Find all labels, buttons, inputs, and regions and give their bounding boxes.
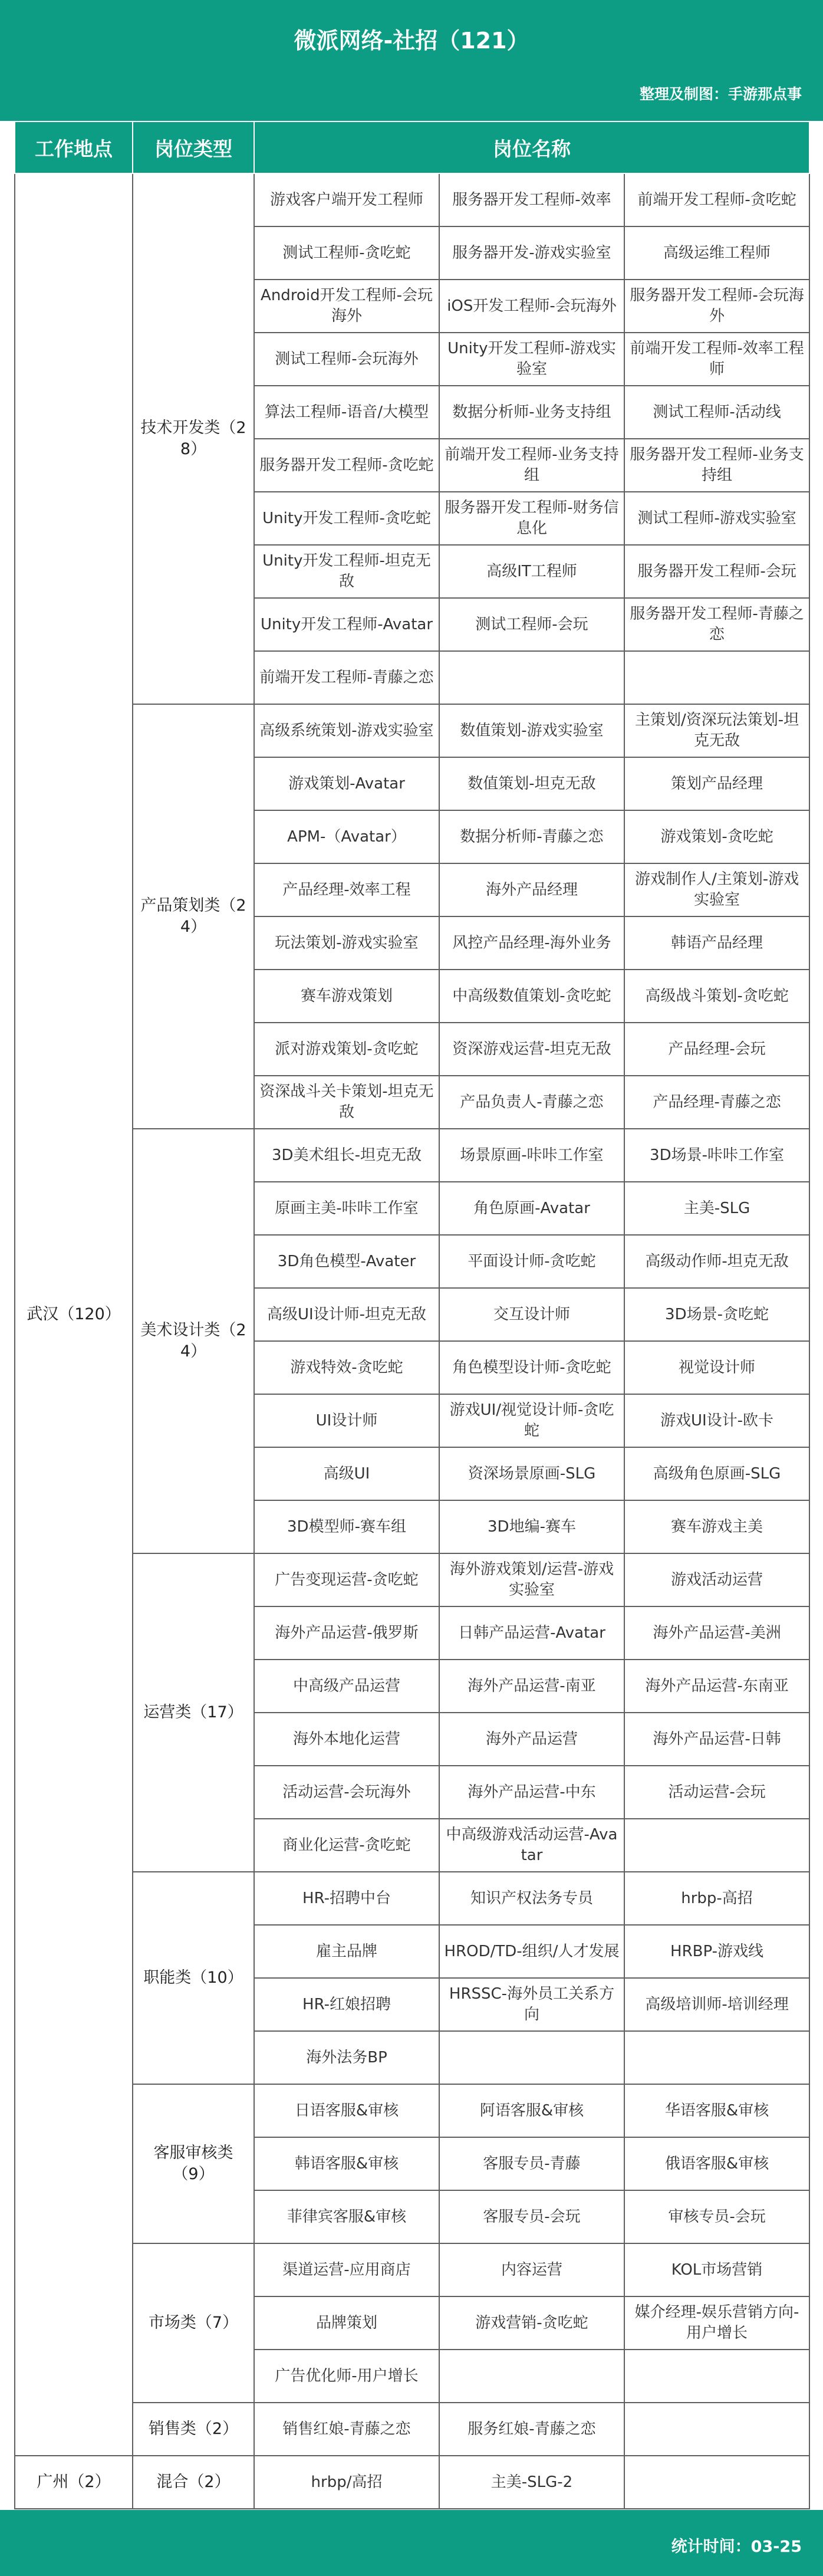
position-cell: KOL市场营销	[624, 2243, 809, 2296]
position-cell: 派对游戏策划-贪吃蛇	[254, 1023, 439, 1076]
position-cell	[624, 651, 809, 704]
position-cell: 商业化运营-贪吃蛇	[254, 1819, 439, 1872]
table-row	[15, 1129, 809, 1182]
table-row	[15, 2084, 809, 2137]
position-cell: 游戏客户端开发工程师	[254, 173, 439, 226]
position-cell: 测试工程师-游戏实验室	[624, 492, 809, 545]
position-cell: 游戏营销-贪吃蛇	[439, 2296, 624, 2350]
credit-text: 整理及制图：手游那点事	[639, 86, 802, 103]
position-cell: 场景原画-咔咔工作室	[439, 1129, 624, 1182]
position-cell: Android开发工程师-会玩海外	[254, 280, 439, 333]
position-cell: 服务器开发工程师-财务信息化	[439, 492, 624, 545]
position-cell	[439, 2350, 624, 2403]
position-cell: 客服专员-会玩	[439, 2190, 624, 2243]
position-cell: 活动运营-会玩	[624, 1766, 809, 1819]
position-cell	[439, 2031, 624, 2084]
position-cell: 资深游戏运营-坦克无敌	[439, 1023, 624, 1076]
position-cell: 策划产品经理	[624, 757, 809, 810]
position-cell: hrbp-高招	[624, 1872, 809, 1925]
position-cell: 海外本地化运营	[254, 1713, 439, 1766]
table-row	[15, 2456, 809, 2509]
position-cell: HROD/TD-组织/人才发展	[439, 1925, 624, 1978]
position-cell: 角色模型设计师-贪吃蛇	[439, 1341, 624, 1394]
position-cell: 资深战斗关卡策划-坦克无敌	[254, 1076, 439, 1129]
position-cell: 服务红娘-青藤之恋	[439, 2403, 624, 2456]
position-cell: 服务器开发工程师-会玩	[624, 545, 809, 598]
position-cell: 广告优化师-用户增长	[254, 2350, 439, 2403]
position-cell: Unity开发工程师-游戏实验室	[439, 333, 624, 386]
position-cell: 海外产品运营-日韩	[624, 1713, 809, 1766]
position-cell: 游戏特效-贪吃蛇	[254, 1341, 439, 1394]
position-cell: 高级UI	[254, 1447, 439, 1500]
position-cell: 日语客服&审核	[254, 2084, 439, 2137]
position-cell: 3D地编-赛车	[439, 1500, 624, 1553]
position-cell: 测试工程师-贪吃蛇	[254, 226, 439, 280]
position-cell: 海外产品运营-美洲	[624, 1606, 809, 1660]
position-cell: 海外法务BP	[254, 2031, 439, 2084]
position-cell: 视觉设计师	[624, 1341, 809, 1394]
position-cell: 活动运营-会玩海外	[254, 1766, 439, 1819]
category-cell: 客服审核类（9）	[133, 2084, 254, 2243]
position-cell: 俄语客服&审核	[624, 2137, 809, 2190]
stat-time: 统计时间：03-25	[671, 2538, 802, 2556]
position-cell: 华语客服&审核	[624, 2084, 809, 2137]
position-cell: 产品经理-青藤之恋	[624, 1076, 809, 1129]
header-positions: 岗位名称	[254, 121, 809, 173]
position-cell: Unity开发工程师-坦克无敌	[254, 545, 439, 598]
position-cell: 雇主品牌	[254, 1925, 439, 1978]
position-cell: 主美-SLG	[624, 1182, 809, 1235]
position-cell: 高级运维工程师	[624, 226, 809, 280]
position-cell: 海外产品运营-俄罗斯	[254, 1606, 439, 1660]
position-cell: HRSSC-海外员工关系方向	[439, 1978, 624, 2031]
table-row	[15, 2403, 809, 2456]
position-cell	[624, 1819, 809, 1872]
position-cell: 审核专员-会玩	[624, 2190, 809, 2243]
position-cell: 客服专员-青藤	[439, 2137, 624, 2190]
position-cell: 主策划/资深玩法策划-坦克无敌	[624, 704, 809, 757]
position-cell: 高级系统策划-游戏实验室	[254, 704, 439, 757]
position-cell: hrbp/高招	[254, 2456, 439, 2509]
position-cell: 玩法策划-游戏实验室	[254, 916, 439, 970]
position-cell: 海外产品运营	[439, 1713, 624, 1766]
position-cell	[439, 651, 624, 704]
footer-banner	[0, 2510, 823, 2576]
position-cell: 服务器开发工程师-青藤之恋	[624, 598, 809, 651]
table-row	[15, 1553, 809, 1606]
position-cell: 品牌策划	[254, 2296, 439, 2350]
position-cell: 测试工程师-活动线	[624, 386, 809, 439]
position-cell: 海外产品运营-中东	[439, 1766, 624, 1819]
location-cell: 广州（2）	[15, 2456, 133, 2509]
position-cell: 3D模型师-赛车组	[254, 1500, 439, 1553]
position-cell: 知识产权法务专员	[439, 1872, 624, 1925]
position-cell: 服务器开发工程师-会玩海外	[624, 280, 809, 333]
position-cell: 中高级数值策划-贪吃蛇	[439, 970, 624, 1023]
position-cell: 数据分析师-业务支持组	[439, 386, 624, 439]
position-cell: 算法工程师-语音/大模型	[254, 386, 439, 439]
position-cell: 服务器开发工程师-业务支持组	[624, 439, 809, 492]
header-banner	[0, 0, 823, 121]
table-body	[15, 173, 809, 2509]
position-cell: 海外产品运营-东南亚	[624, 1660, 809, 1713]
table-header-row	[15, 121, 809, 173]
position-cell: 游戏UI设计-欧卡	[624, 1394, 809, 1447]
position-cell	[624, 2031, 809, 2084]
position-cell: 3D场景-贪吃蛇	[624, 1288, 809, 1341]
position-cell: HR-红娘招聘	[254, 1978, 439, 2031]
position-cell: 媒介经理-娱乐营销方向-用户增长	[624, 2296, 809, 2350]
position-cell	[624, 2350, 809, 2403]
position-cell: 菲律宾客服&审核	[254, 2190, 439, 2243]
position-cell: 前端开发工程师-业务支持组	[439, 439, 624, 492]
position-cell: 赛车游戏策划	[254, 970, 439, 1023]
table-row	[15, 2243, 809, 2296]
position-cell: 阿语客服&审核	[439, 2084, 624, 2137]
position-cell: Unity开发工程师-贪吃蛇	[254, 492, 439, 545]
position-cell: iOS开发工程师-会玩海外	[439, 280, 624, 333]
position-cell: 日韩产品运营-Avatar	[439, 1606, 624, 1660]
category-cell: 产品策划类（24）	[133, 704, 254, 1129]
positions-table	[14, 121, 810, 2509]
position-cell: 韩语产品经理	[624, 916, 809, 970]
position-cell: 主美-SLG-2	[439, 2456, 624, 2509]
position-cell: 数据分析师-青藤之恋	[439, 810, 624, 863]
position-cell: 原画主美-咔咔工作室	[254, 1182, 439, 1235]
position-cell: 高级IT工程师	[439, 545, 624, 598]
category-cell: 技术开发类（28）	[133, 173, 254, 704]
position-cell: 游戏策划-Avatar	[254, 757, 439, 810]
position-cell: 测试工程师-会玩	[439, 598, 624, 651]
position-cell: HR-招聘中台	[254, 1872, 439, 1925]
position-cell: 赛车游戏主美	[624, 1500, 809, 1553]
position-cell: 资深场景原画-SLG	[439, 1447, 624, 1500]
location-cell: 武汉（120）	[15, 173, 133, 2456]
header-category: 岗位类型	[133, 121, 254, 173]
position-cell: 前端开发工程师-贪吃蛇	[624, 173, 809, 226]
position-cell: Unity开发工程师-Avatar	[254, 598, 439, 651]
position-cell: 游戏策划-贪吃蛇	[624, 810, 809, 863]
position-cell: 产品经理-效率工程	[254, 863, 439, 916]
position-cell: 中高级产品运营	[254, 1660, 439, 1713]
position-cell: UI设计师	[254, 1394, 439, 1447]
position-cell: 游戏制作人/主策划-游戏实验室	[624, 863, 809, 916]
position-cell: 测试工程师-会玩海外	[254, 333, 439, 386]
table-row	[15, 173, 809, 226]
position-cell: 高级战斗策划-贪吃蛇	[624, 970, 809, 1023]
table-row	[15, 1872, 809, 1925]
position-cell: 数值策划-游戏实验室	[439, 704, 624, 757]
position-cell: 高级动作师-坦克无敌	[624, 1235, 809, 1288]
position-cell: 游戏UI/视觉设计师-贪吃蛇	[439, 1394, 624, 1447]
position-cell	[624, 2456, 809, 2509]
position-cell: 高级培训师-培训经理	[624, 1978, 809, 2031]
position-cell: 数值策划-坦克无敌	[439, 757, 624, 810]
position-cell: 平面设计师-贪吃蛇	[439, 1235, 624, 1288]
position-cell: 海外产品运营-南亚	[439, 1660, 624, 1713]
position-cell: 渠道运营-应用商店	[254, 2243, 439, 2296]
position-cell: 广告变现运营-贪吃蛇	[254, 1553, 439, 1606]
position-cell: 内容运营	[439, 2243, 624, 2296]
category-cell: 混合（2）	[133, 2456, 254, 2509]
position-cell: 高级角色原画-SLG	[624, 1447, 809, 1500]
position-cell: 前端开发工程师-效率工程师	[624, 333, 809, 386]
position-cell: 交互设计师	[439, 1288, 624, 1341]
header-location: 工作地点	[15, 121, 133, 173]
position-cell: 服务器开发工程师-贪吃蛇	[254, 439, 439, 492]
position-cell: 韩语客服&审核	[254, 2137, 439, 2190]
position-cell: 高级UI设计师-坦克无敌	[254, 1288, 439, 1341]
position-cell: 服务器开发工程师-效率	[439, 173, 624, 226]
position-cell	[624, 2403, 809, 2456]
table-row	[15, 704, 809, 757]
category-cell: 美术设计类（24）	[133, 1129, 254, 1553]
position-cell: HRBP-游戏线	[624, 1925, 809, 1978]
position-cell: 服务器开发-游戏实验室	[439, 226, 624, 280]
category-cell: 运营类（17）	[133, 1553, 254, 1872]
category-cell: 职能类（10）	[133, 1872, 254, 2084]
position-cell: 产品负责人-青藤之恋	[439, 1076, 624, 1129]
position-cell: 前端开发工程师-青藤之恋	[254, 651, 439, 704]
position-cell: 海外产品经理	[439, 863, 624, 916]
position-cell: 游戏活动运营	[624, 1553, 809, 1606]
position-cell: 海外游戏策划/运营-游戏实验室	[439, 1553, 624, 1606]
page-title: 微派网络-社招（121）	[294, 28, 529, 54]
position-cell: 风控产品经理-海外业务	[439, 916, 624, 970]
position-cell: 角色原画-Avatar	[439, 1182, 624, 1235]
position-cell: 产品经理-会玩	[624, 1023, 809, 1076]
category-cell: 销售类（2）	[133, 2403, 254, 2456]
position-cell: 销售红娘-青藤之恋	[254, 2403, 439, 2456]
position-cell: 3D场景-咔咔工作室	[624, 1129, 809, 1182]
position-cell: 中高级游戏活动运营-Avatar	[439, 1819, 624, 1872]
position-cell: APM-（Avatar）	[254, 810, 439, 863]
position-cell: 3D美术组长-坦克无敌	[254, 1129, 439, 1182]
category-cell: 市场类（7）	[133, 2243, 254, 2403]
position-cell: 3D角色模型-Avater	[254, 1235, 439, 1288]
